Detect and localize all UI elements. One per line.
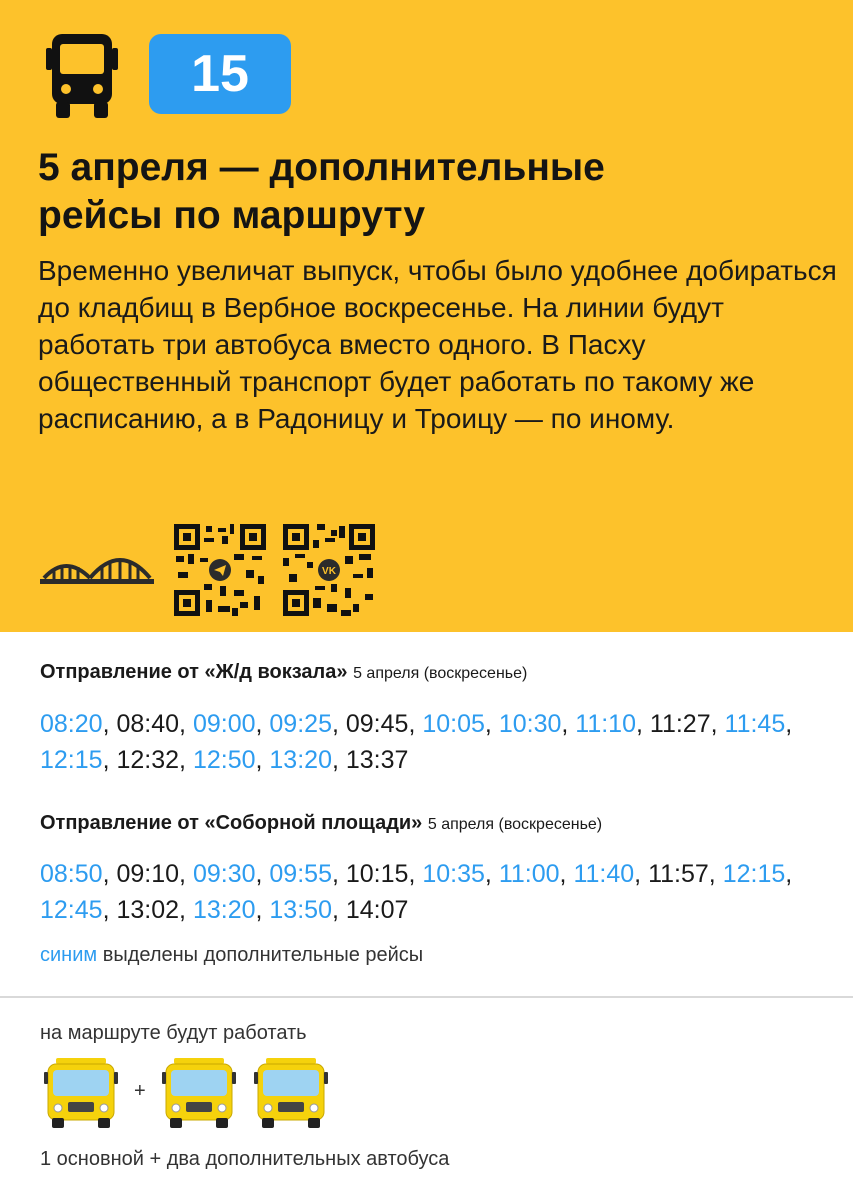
vk-qr-icon[interactable] bbox=[283, 524, 375, 616]
extra-trip-time: 10:30 bbox=[498, 710, 562, 738]
extra-trip-time: 13:20 bbox=[269, 746, 332, 774]
title-line-2: рейсы по маршруту bbox=[38, 194, 426, 237]
telegram-qr-icon[interactable] bbox=[174, 524, 266, 616]
departure-label: Отправление от «Соборной площади» bbox=[40, 812, 423, 834]
yellow-bus-icon bbox=[254, 1058, 328, 1128]
extra-trip-time: 08:50 bbox=[40, 860, 103, 888]
timetable-square: 08:50, 09:10, 09:30, 09:55, 10:15, 10:35, 11:00, 11:40, 11:57, 12:15, 12:45, 13:02, 13:20, 13:50, 14:07 bbox=[40, 860, 793, 924]
departure-date: 5 апреля (воскресенье) bbox=[353, 665, 528, 682]
regular-trip-time: 11:27 bbox=[649, 710, 711, 738]
extra-trip-time: 08:20 bbox=[40, 710, 103, 738]
legend-blue-word: синим bbox=[40, 944, 98, 966]
description: Временно увеличат выпуск, чтобы было удобнее добираться до кладбищ в Вербное воскресенье. На линии будут работать три автобуса вместо одного. В Пасху общественный транспорт будет работать по такому же расписанию, а в Радоницу и Троицу — по иному. bbox=[38, 255, 837, 434]
extra-trip-time: 09:00 bbox=[192, 710, 256, 738]
extra-trip-time: 11:45 bbox=[724, 710, 786, 738]
bridge-logo-icon bbox=[40, 548, 154, 588]
buses-label: на маршруте будут работать bbox=[40, 1022, 307, 1044]
regular-trip-time: 09:10 bbox=[116, 860, 180, 888]
extra-trip-time: 13:20 bbox=[192, 896, 256, 924]
route-number-badge: 15 bbox=[149, 34, 291, 114]
regular-trip-time: 08:40 bbox=[116, 710, 180, 738]
extra-trip-time: 12:50 bbox=[192, 746, 256, 774]
extra-trip-time: 13:50 bbox=[269, 896, 332, 924]
regular-trip-time: 09:45 bbox=[345, 710, 409, 738]
regular-trip-time: 13:02 bbox=[116, 896, 180, 924]
extra-trip-time: 12:15 bbox=[722, 860, 786, 888]
divider bbox=[0, 996, 853, 998]
extra-trip-time: 12:45 bbox=[40, 896, 103, 924]
departure-date: 5 апреля (воскресенье) bbox=[427, 816, 603, 833]
legend-text: выделены дополнительные рейсы bbox=[97, 944, 424, 966]
svg-text:VK: VK bbox=[322, 566, 336, 577]
legend-note bbox=[40, 944, 423, 967]
extra-trip-time: 09:30 bbox=[192, 860, 256, 888]
extra-trip-time: 10:35 bbox=[422, 860, 485, 888]
bus-front-icon bbox=[44, 34, 120, 120]
departure-label: Отправление от «Ж/д вокзала» bbox=[40, 661, 348, 683]
extra-trip-time: 09:25 bbox=[269, 710, 332, 738]
regular-trip-time: 11:57 bbox=[648, 860, 709, 888]
regular-trip-time: 14:07 bbox=[345, 896, 409, 924]
extra-trip-time: 11:10 bbox=[575, 710, 636, 738]
plus-sign: + bbox=[134, 1080, 146, 1102]
page-title bbox=[38, 144, 818, 240]
extra-trip-time: 11:00 bbox=[498, 860, 560, 888]
departure-heading-square bbox=[40, 812, 602, 835]
departure-heading-station bbox=[40, 661, 527, 684]
timetable-station: 08:20, 08:40, 09:00, 09:25, 09:45, 10:05, 10:30, 11:10, 11:27, 11:45, 12:15, 12:32, 12:50, 13:20, 13:37 bbox=[40, 710, 793, 774]
yellow-bus-icon bbox=[44, 1058, 118, 1128]
regular-trip-time: 13:37 bbox=[345, 746, 409, 774]
extra-trip-time: 11:40 bbox=[573, 860, 635, 888]
extra-trip-time: 10:05 bbox=[422, 710, 485, 738]
buses-caption: 1 основной + два дополнительных автобуса bbox=[40, 1148, 450, 1170]
extra-trip-time: 12:15 bbox=[40, 746, 103, 774]
regular-trip-time: 10:15 bbox=[345, 860, 409, 888]
yellow-bus-icon bbox=[162, 1058, 236, 1128]
extra-trip-time: 09:55 bbox=[269, 860, 332, 888]
regular-trip-time: 12:32 bbox=[116, 746, 180, 774]
title-line-1: 5 апреля — дополнительные bbox=[38, 146, 605, 189]
